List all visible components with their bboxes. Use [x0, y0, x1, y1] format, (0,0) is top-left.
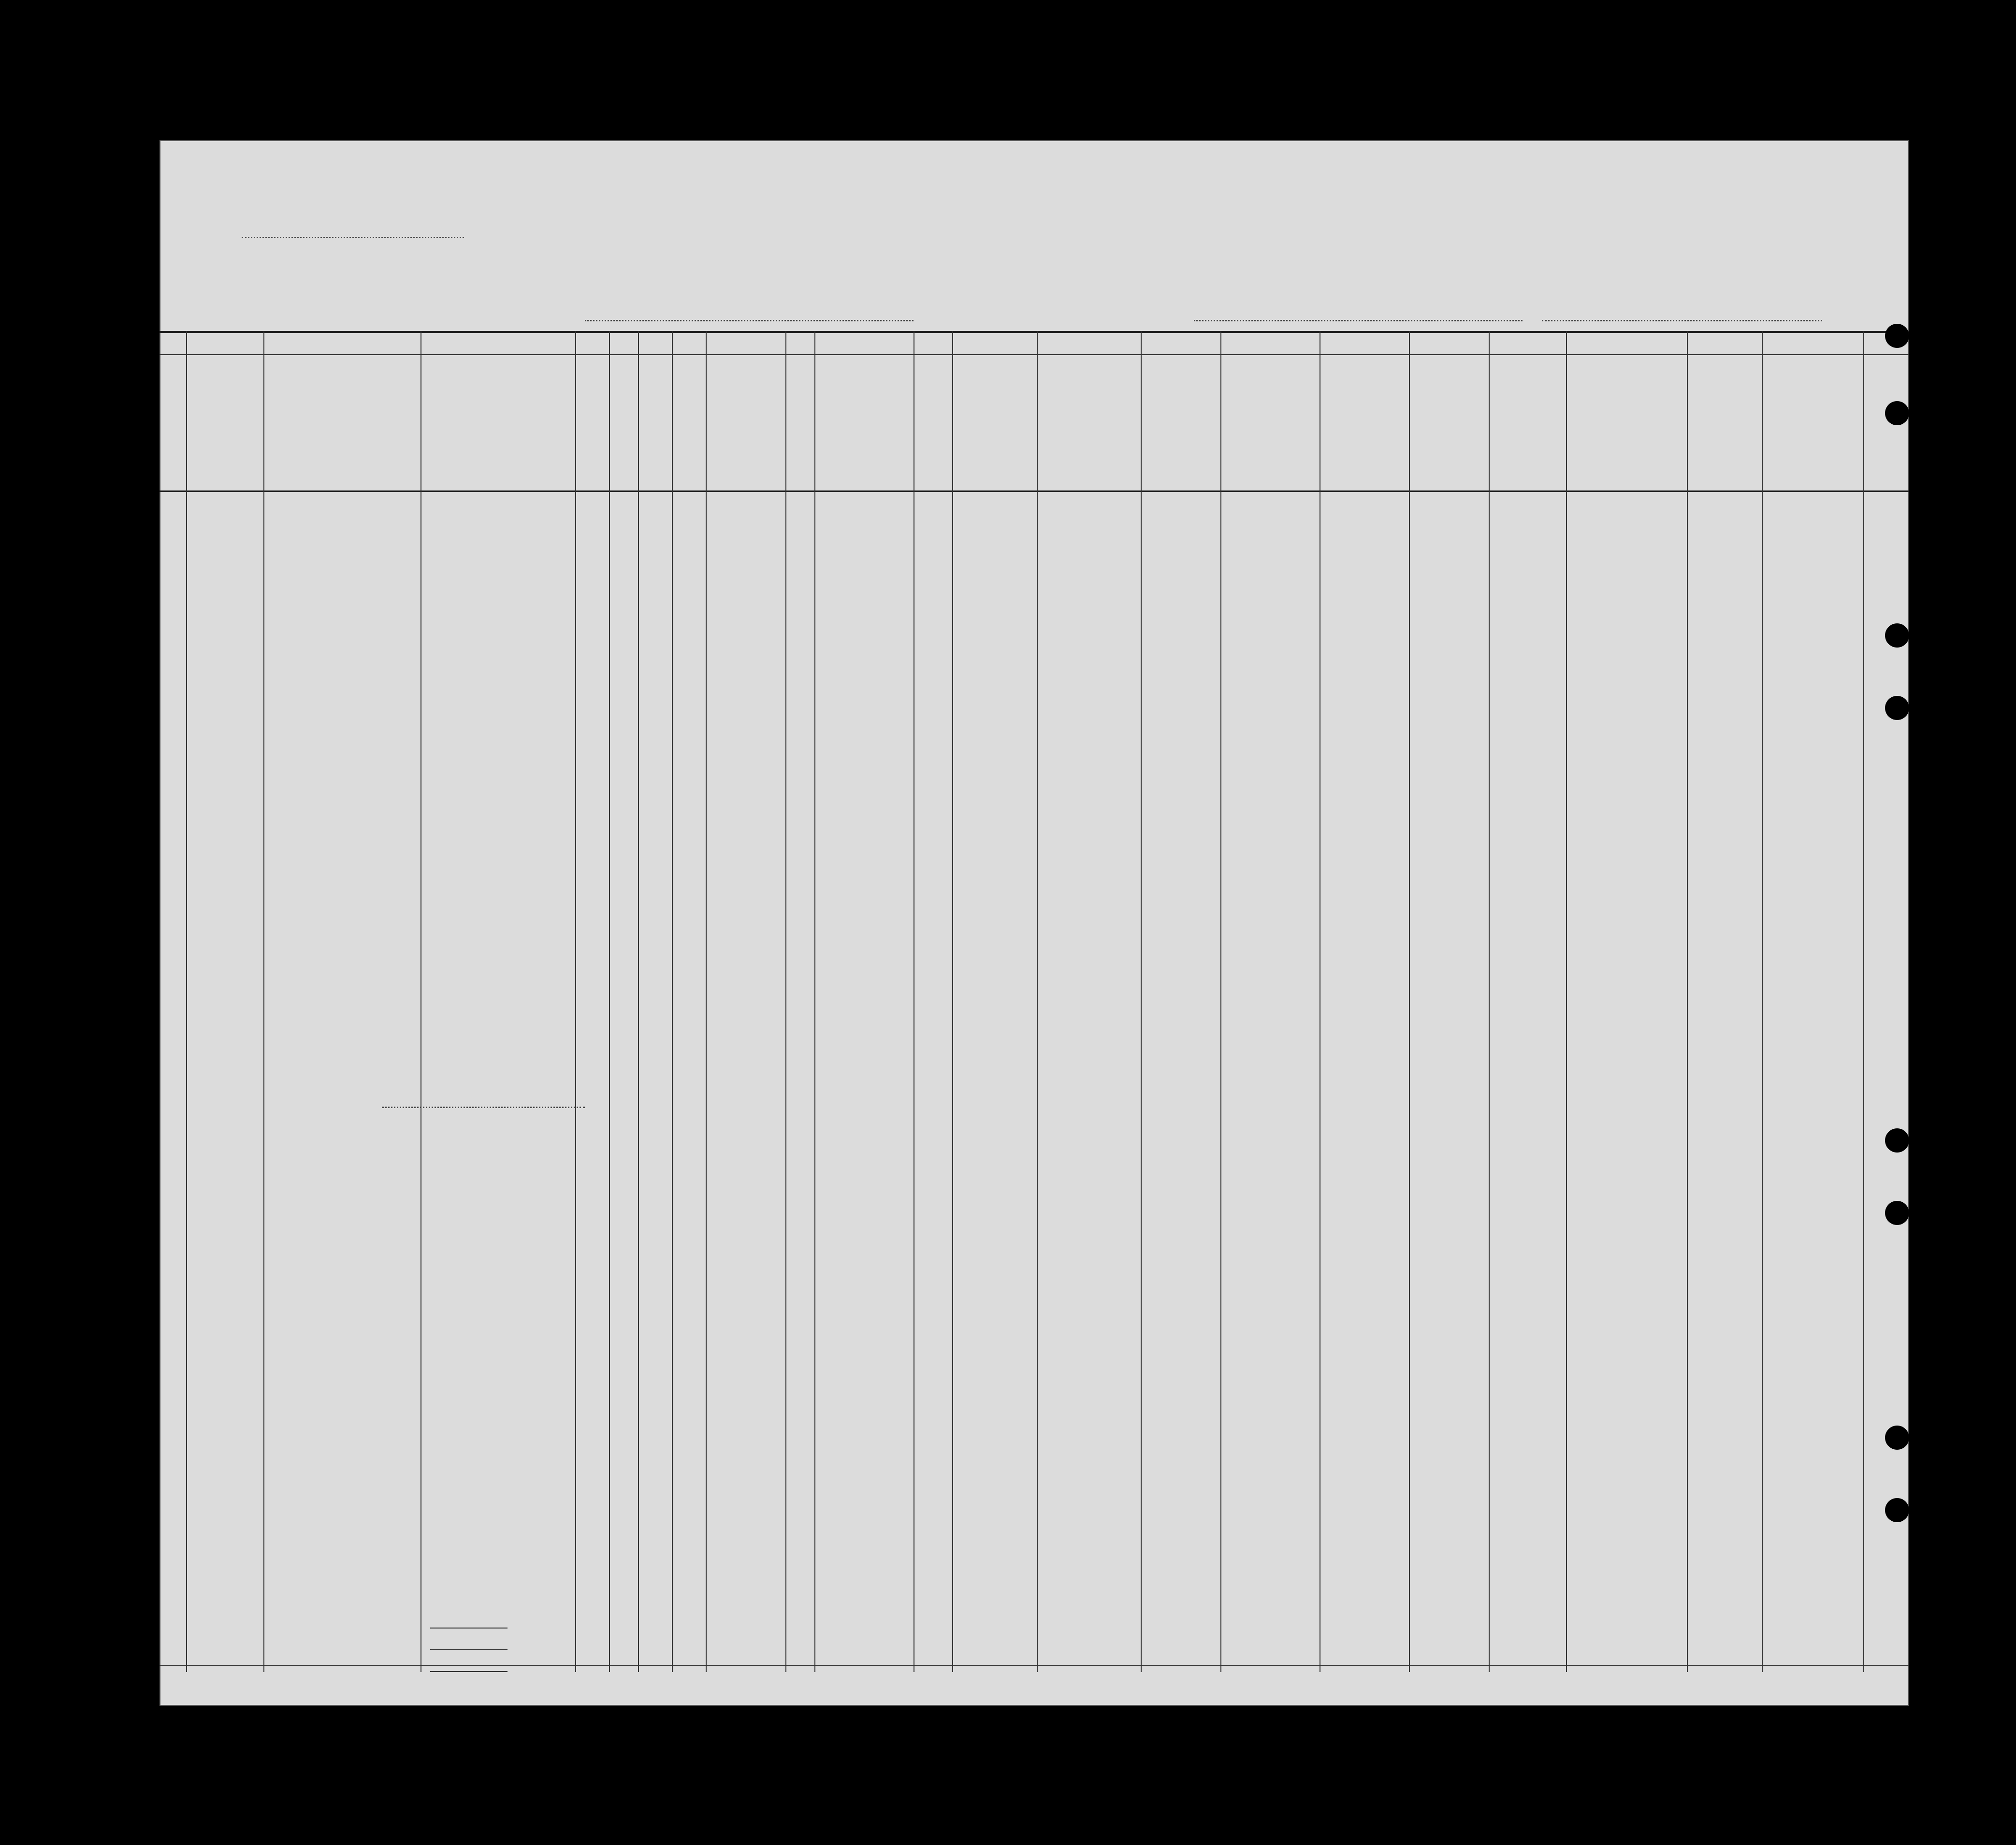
column-rule: [1863, 331, 1864, 1672]
column-rule: [1409, 331, 1410, 1672]
column-rule: [785, 331, 786, 1672]
list-underline: [242, 237, 464, 238]
column-rule: [1762, 331, 1763, 1672]
column-rule: [672, 331, 673, 1672]
column-number-rule: [160, 354, 1909, 355]
column-rule: [186, 331, 187, 1672]
column-rule: [952, 331, 953, 1672]
column-rule: [263, 331, 264, 1672]
column-rule: [1037, 331, 1038, 1672]
port-underline: [1194, 320, 1523, 321]
total-passengers-line: [430, 1628, 508, 1629]
column-rule: [706, 331, 707, 1672]
table-top-rule: [160, 331, 1909, 333]
column-rule: [1141, 331, 1142, 1672]
punch-hole: [1885, 696, 1909, 720]
manifest-table: [160, 331, 1909, 1672]
column-rule: [609, 331, 610, 1672]
punch-hole: [1885, 623, 1909, 648]
punch-hole: [1885, 1426, 1909, 1450]
purser-dotted-line: [382, 1107, 585, 1108]
header-bottom-rule: [160, 490, 1909, 492]
column-rule: [1220, 331, 1221, 1672]
date-underline: [1542, 320, 1822, 321]
punch-hole: [1885, 1201, 1909, 1225]
us-citizens-line: [430, 1649, 508, 1650]
punch-hole: [1885, 1128, 1909, 1153]
aliens-line: [430, 1671, 508, 1672]
column-rule: [575, 331, 576, 1672]
column-rule: [1489, 331, 1490, 1672]
punch-hole: [1885, 324, 1909, 348]
column-rule: [638, 331, 639, 1672]
punch-hole: [1885, 1498, 1909, 1522]
table-bottom-rule: [160, 1665, 1909, 1666]
column-rule: [1566, 331, 1567, 1672]
ship-underline: [585, 320, 914, 321]
manifest-sheet: [160, 140, 1909, 1706]
column-rule: [1687, 331, 1688, 1672]
punch-hole: [1885, 401, 1909, 425]
column-rule: [814, 331, 815, 1672]
